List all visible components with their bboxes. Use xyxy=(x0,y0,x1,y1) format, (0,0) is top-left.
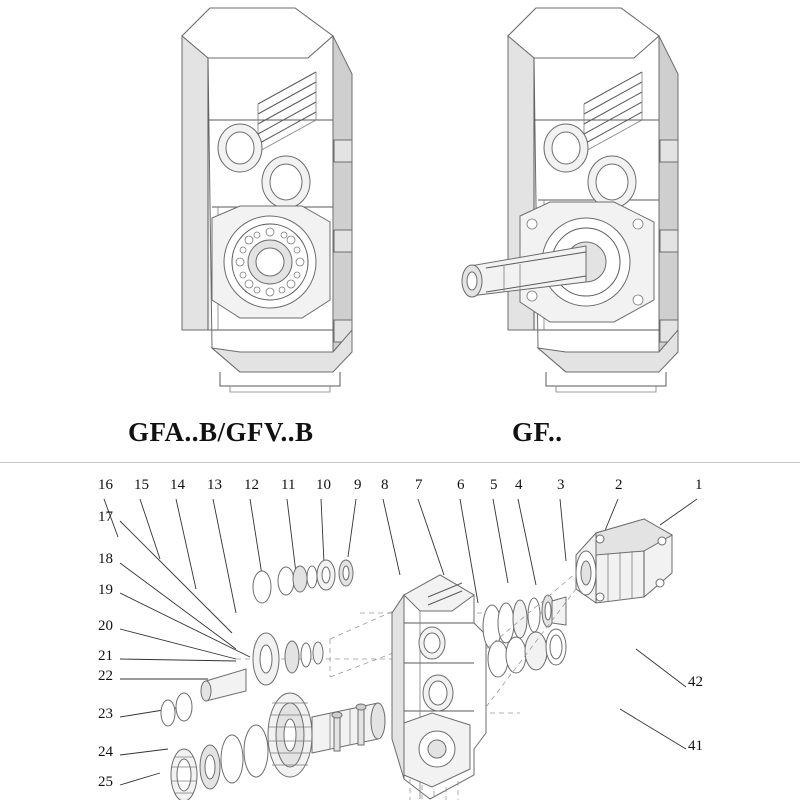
callout-23: 23 xyxy=(98,706,113,722)
callout-25: 25 xyxy=(98,774,113,790)
caption-right: GF.. xyxy=(512,417,563,447)
callout-1: 1 xyxy=(695,477,703,493)
callout-2: 2 xyxy=(615,477,623,493)
callout-17: 17 xyxy=(98,509,113,525)
callout-41: 41 xyxy=(688,738,703,754)
callout-21: 21 xyxy=(98,648,113,664)
exploded-view-section xyxy=(0,463,800,800)
gearbox-drawing-left xyxy=(90,0,380,400)
callout-15: 15 xyxy=(134,477,149,493)
callout-18: 18 xyxy=(98,551,113,567)
exploded-diagram xyxy=(0,463,800,800)
caption-left: GFA..B/GFV..B xyxy=(128,417,314,447)
callout-5: 5 xyxy=(490,477,498,493)
callout-4: 4 xyxy=(515,477,523,493)
callout-13: 13 xyxy=(207,477,222,493)
callout-6: 6 xyxy=(457,477,465,493)
callout-12: 12 xyxy=(244,477,259,493)
callout-8: 8 xyxy=(381,477,389,493)
callout-3: 3 xyxy=(557,477,565,493)
callout-10: 10 xyxy=(316,477,331,493)
callout-22: 22 xyxy=(98,668,113,684)
callout-14: 14 xyxy=(170,477,185,493)
callout-19: 19 xyxy=(98,582,113,598)
callout-24: 24 xyxy=(98,744,113,760)
callout-11: 11 xyxy=(281,477,296,493)
gearbox-drawing-right xyxy=(400,0,710,400)
callout-20: 20 xyxy=(98,618,113,634)
callout-42: 42 xyxy=(688,674,703,690)
callout-16: 16 xyxy=(98,477,113,493)
callout-9: 9 xyxy=(354,477,362,493)
callout-7: 7 xyxy=(415,477,423,493)
